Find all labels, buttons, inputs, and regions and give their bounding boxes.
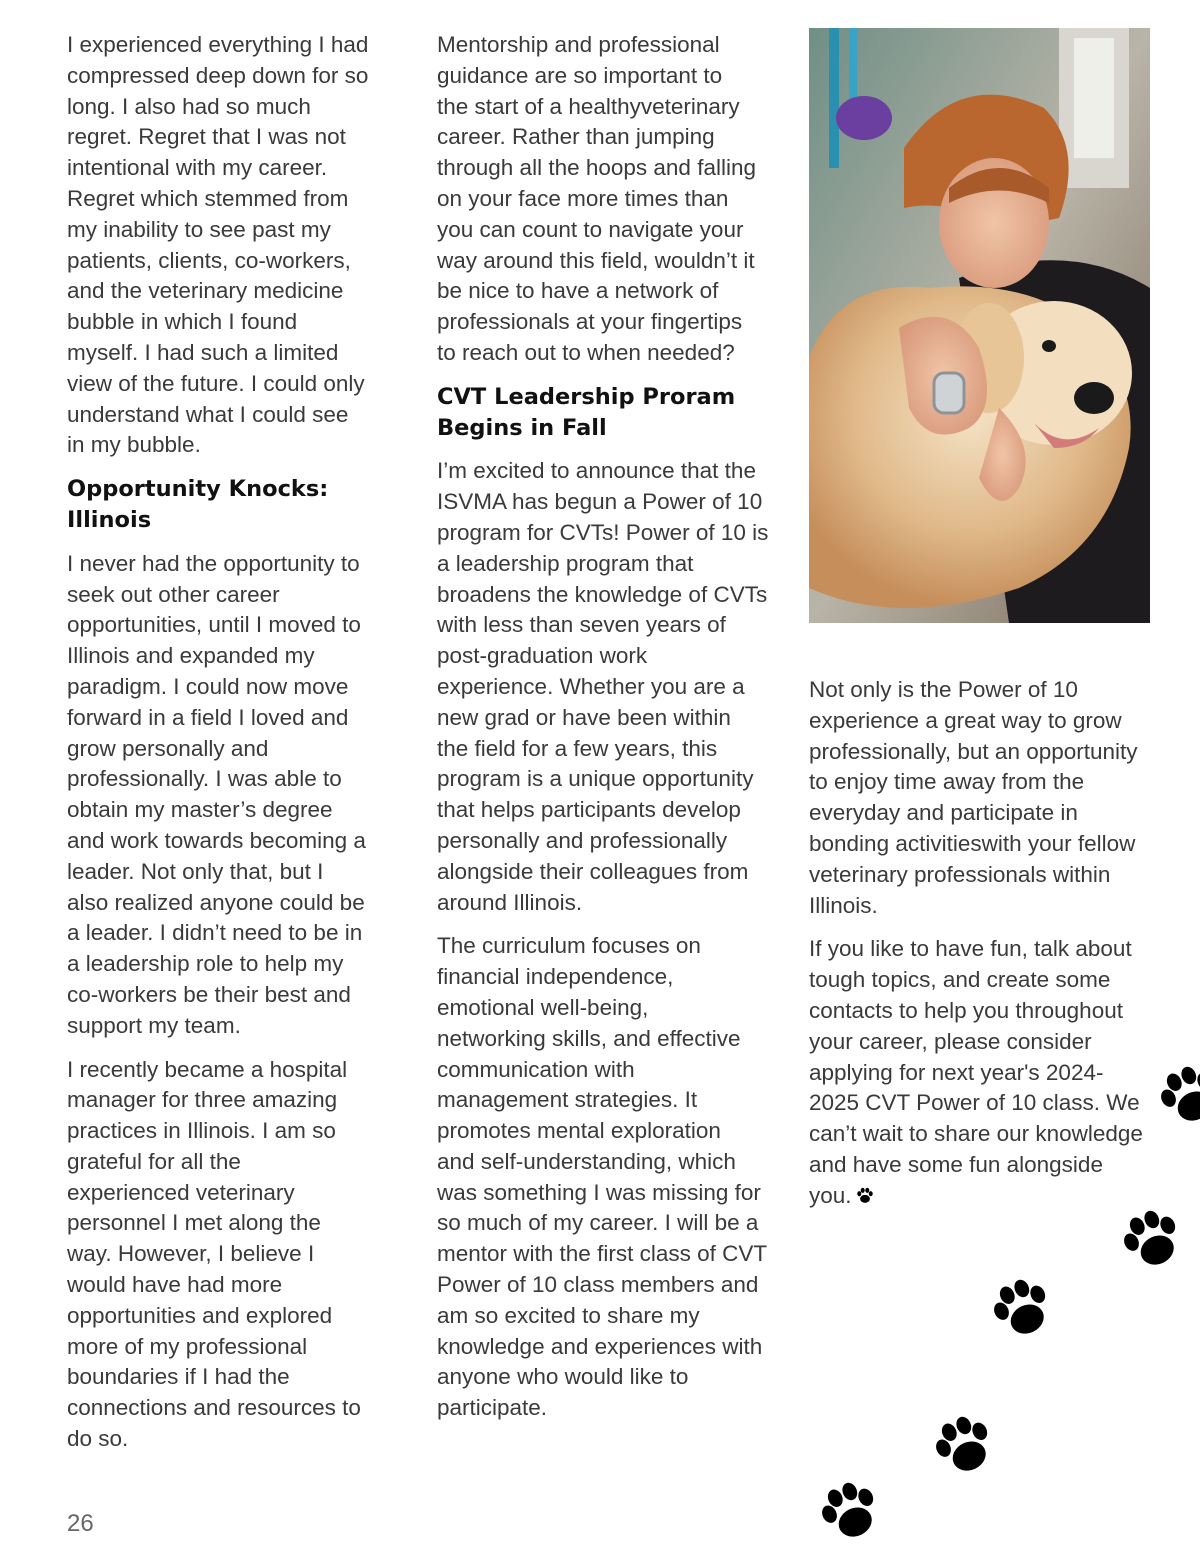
text-line: guidance are so important to xyxy=(437,62,723,88)
text-line: experienced veterinary xyxy=(67,1179,295,1205)
text-line: paradigm. I could now move xyxy=(67,673,349,699)
text-line: contacts to help you throughout xyxy=(809,997,1123,1023)
text-line: professionals at your fingertips xyxy=(437,309,743,335)
text-line: connections and resources to xyxy=(67,1395,361,1421)
text-line: and have some fun alongside xyxy=(809,1151,1103,1177)
column-3 xyxy=(809,675,1154,1225)
text-line: through all the hoops and falling xyxy=(437,155,756,181)
paw-print-icon xyxy=(1118,1206,1188,1276)
text-line: and the veterinary medicine xyxy=(67,278,344,304)
text-line: way around this field, wouldn’t it xyxy=(437,247,755,273)
paragraph-grow-professionally xyxy=(809,675,1154,921)
column-2 xyxy=(437,30,782,1437)
text-line: alongside their colleagues from xyxy=(437,858,749,884)
text-line: broadens the knowledge of CVTs xyxy=(437,581,768,607)
text-line: If you like to have fun, talk about xyxy=(809,936,1132,962)
text-line: around Illinois. xyxy=(437,889,583,915)
text-line: am so excited to share my xyxy=(437,1302,700,1328)
text-line: to enjoy time away from the xyxy=(809,769,1085,795)
text-line: post-graduation work xyxy=(437,643,648,669)
text-line: obtain my master’s degree xyxy=(67,797,333,823)
text-line: opportunities, until I moved to xyxy=(67,612,361,638)
text-line: veterinary professionals within xyxy=(809,861,1111,887)
text-line: professionally. I was able to xyxy=(67,766,342,792)
paragraph-regret xyxy=(67,30,397,461)
text-line: everyday and participate in xyxy=(809,800,1078,826)
text-line: professionally, but an opportunity xyxy=(809,738,1138,764)
paragraph-mentorship xyxy=(437,30,782,369)
heading-opportunity-knocks xyxy=(67,474,397,536)
text-line: I experienced everything I had xyxy=(67,32,369,57)
text-line: boundaries if I had the xyxy=(67,1364,290,1390)
text-line: financial independence, xyxy=(437,964,674,990)
text-line: compressed deep down for so xyxy=(67,62,369,88)
text-line: Opportunity Knocks: xyxy=(67,476,329,503)
text-line: management strategies. It xyxy=(437,1087,698,1113)
text-line: Illinois. xyxy=(809,892,878,918)
text-line: support my team. xyxy=(67,1012,241,1038)
text-line: personnel I met along the xyxy=(67,1210,321,1236)
text-line: was something I was missing for xyxy=(437,1179,761,1205)
text-line: ISVMA has begun a Power of 10 xyxy=(437,489,763,515)
paw-print-icon xyxy=(930,1412,1000,1482)
text-line: anyone who would like to xyxy=(437,1364,689,1390)
paragraph-have-fun xyxy=(809,934,1154,1211)
text-line: networking skills, and effective xyxy=(437,1025,741,1051)
text-line: leader. Not only that, but I xyxy=(67,858,324,884)
text-line: I never had the opportunity to xyxy=(67,550,360,576)
text-line: Not only is the Power of 10 xyxy=(809,677,1078,702)
text-line: and work towards becoming a xyxy=(67,827,366,853)
text-line: grateful for all the xyxy=(67,1148,241,1174)
text-line: bubble in which I found xyxy=(67,309,298,335)
text-line: my inability to see past my xyxy=(67,216,331,242)
text-line: bonding activitieswith your fellow xyxy=(809,830,1136,856)
text-line: also realized anyone could be xyxy=(67,889,365,915)
text-line: in my bubble. xyxy=(67,432,201,458)
text-line: tough topics, and create some xyxy=(809,967,1111,993)
text-line: personally and professionally xyxy=(437,827,728,853)
text-line: The curriculum focuses on xyxy=(437,933,701,959)
paragraph-opportunity xyxy=(67,549,397,1042)
paw-print-icon xyxy=(855,1186,875,1206)
text-line: to reach out to when needed? xyxy=(437,339,735,365)
text-line: regret. Regret that I was not xyxy=(67,124,346,150)
text-line: a leader. I didn’t need to be in xyxy=(67,920,363,946)
text-line: 2025 CVT Power of 10 class. We xyxy=(809,1090,1140,1116)
text-line: forward in a field I loved and xyxy=(67,704,349,730)
heading-cvt-leadership xyxy=(437,382,782,444)
text-line: experience a great way to grow xyxy=(809,707,1122,733)
text-line: intentional with my career. xyxy=(67,155,328,181)
paw-print-icon xyxy=(816,1478,886,1548)
paragraph-hospital-manager xyxy=(67,1055,397,1455)
text-line: opportunities and explored xyxy=(67,1302,333,1328)
text-line: manager for three amazing xyxy=(67,1087,338,1113)
text-line: practices in Illinois. I am so xyxy=(67,1118,336,1144)
text-line: a leadership program that xyxy=(437,550,694,576)
text-line: long. I also had so much xyxy=(67,93,311,119)
text-line: the start of a healthyveterinary xyxy=(437,93,740,119)
text-line: experience. Whether you are a xyxy=(437,673,745,699)
text-line-final: you. xyxy=(809,1182,852,1208)
text-line: myself. I had such a limited xyxy=(67,339,339,365)
text-line: Begins in Fall xyxy=(437,414,607,441)
text-line: program is a unique opportunity xyxy=(437,766,754,792)
text-line: seek out other career xyxy=(67,581,280,607)
text-line: program for CVTs! Power of 10 is xyxy=(437,519,769,545)
text-line: Power of 10 class members and xyxy=(437,1272,759,1298)
page-number: 26 xyxy=(67,1510,94,1537)
paragraph-curriculum xyxy=(437,931,782,1424)
text-line: Illinois and expanded my xyxy=(67,643,315,669)
text-line: with less than seven years of xyxy=(437,612,726,638)
text-line: knowledge and experiences with xyxy=(437,1333,763,1359)
text-line: the field for a few years, this xyxy=(437,735,718,761)
text-line: I’m excited to announce that the xyxy=(437,458,756,484)
text-line: on your face more times than xyxy=(437,185,729,211)
text-line: emotional well-being, xyxy=(437,994,649,1020)
text-line: promotes mental exploration xyxy=(437,1118,721,1144)
text-line xyxy=(809,1181,1154,1212)
text-line: a leadership role to help my xyxy=(67,951,344,977)
text-line: understand what I could see xyxy=(67,401,349,427)
text-line: view of the future. I could only xyxy=(67,370,365,396)
paw-print-icon xyxy=(988,1275,1058,1345)
text-line: career. Rather than jumping xyxy=(437,124,715,150)
text-line: more of my professional xyxy=(67,1333,308,1359)
text-line: do so. xyxy=(67,1426,129,1452)
paragraph-power-of-10 xyxy=(437,456,782,918)
text-line: so much of my career. I will be a xyxy=(437,1210,759,1236)
text-line: Mentorship and professional xyxy=(437,32,720,57)
text-line: be nice to have a network of xyxy=(437,278,719,304)
text-line: mentor with the first class of CVT xyxy=(437,1241,768,1267)
text-line: can’t wait to share our knowledge xyxy=(809,1121,1143,1147)
text-line: would have had more xyxy=(67,1272,283,1298)
text-line: Regret which stemmed from xyxy=(67,185,349,211)
text-line: I recently became a hospital xyxy=(67,1056,348,1082)
text-line: grow personally and xyxy=(67,735,269,761)
text-line: way. However, I believe I xyxy=(67,1241,315,1267)
text-line: that helps participants develop xyxy=(437,797,741,823)
column-1 xyxy=(67,30,397,1468)
paw-print-icon xyxy=(1160,1062,1200,1132)
photo-woman-hugging-dog xyxy=(809,28,1150,623)
text-line: CVT Leadership Proram xyxy=(437,383,736,410)
text-line: patients, clients, co-workers, xyxy=(67,247,351,273)
text-line: your career, please consider xyxy=(809,1028,1092,1054)
text-line: applying for next year's 2024- xyxy=(809,1059,1104,1085)
text-line: co-workers be their best and xyxy=(67,981,351,1007)
text-line: and self-understanding, which xyxy=(437,1148,736,1174)
text-line: communication with xyxy=(437,1056,635,1082)
text-line: participate. xyxy=(437,1395,548,1421)
text-line: Illinois xyxy=(67,506,152,533)
text-line: new grad or have been within xyxy=(437,704,731,730)
text-line: you can count to navigate your xyxy=(437,216,744,242)
